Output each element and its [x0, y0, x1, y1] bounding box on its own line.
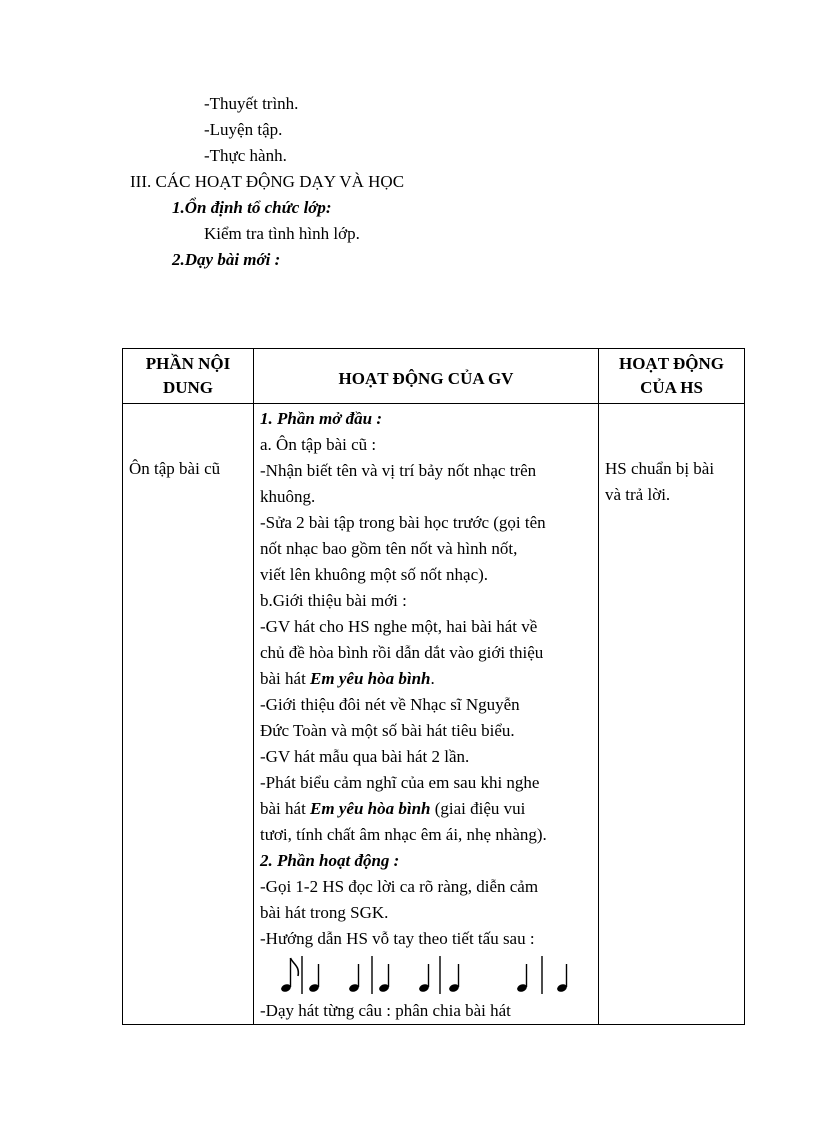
sub2-title: 2.Dạy bài mới :: [172, 250, 281, 269]
quarter-note-icon: [418, 964, 430, 993]
header-content-line2: DUNG: [162, 378, 214, 397]
gv-line: -GV hát cho HS nghe một, hai bài hát về: [260, 617, 538, 636]
gv-line: -GV hát mẫu qua bài hát 2 lần.: [260, 747, 470, 766]
gv-line: 1. Phần mở đầu :: [260, 409, 383, 428]
gv-line: khuông.: [260, 487, 316, 506]
gv-line: chủ đề hòa bình rồi dẫn dắt vào giới thiệu: [260, 643, 544, 662]
gv-line: Đức Toàn và một số bài hát tiêu biểu.: [260, 721, 515, 740]
gv-line: bài hát trong SGK.: [260, 903, 389, 922]
header-hs-line2: CỦA HS: [640, 378, 703, 397]
header-gv-text: HOẠT ĐỘNG CỦA GV: [338, 369, 514, 388]
gv-line: -Hướng dẫn HS vỗ tay theo tiết tấu sau :: [260, 929, 535, 948]
rhythm-notation: [260, 952, 592, 998]
gv-line: -Nhận biết tên và vị trí bảy nốt nhạc trên: [260, 461, 537, 480]
gv-text: bài hát: [260, 669, 311, 688]
gv-cell: [254, 404, 599, 1025]
gv-line: -Gọi 1-2 HS đọc lời ca rõ ràng, diễn cảm: [260, 877, 539, 896]
gv-line: -Giới thiệu đôi nét về Nhạc sĩ Nguyễn: [260, 695, 520, 714]
sub1-title: 1.Ổn định tổ chức lớp:: [172, 198, 332, 217]
header-hs-line1: HOẠT ĐỘNG: [618, 354, 724, 373]
hs-line: HS chuẩn bị bài: [605, 459, 715, 478]
gv-line: [260, 666, 592, 692]
eighth-note-icon: [280, 958, 298, 993]
gv-line: b.Giới thiệu bài mới :: [260, 591, 407, 610]
sub1-text: Kiểm tra tình hình lớp.: [204, 224, 360, 243]
gv-text: .: [430, 669, 435, 688]
quarter-note-icon: [308, 964, 320, 993]
quarter-note-icon: [348, 964, 360, 993]
content-text: Ôn tập bài cũ: [129, 459, 221, 478]
header-hs: [599, 349, 745, 404]
gv-line: 2. Phần hoạt động :: [260, 851, 400, 870]
rhythm-svg: [260, 952, 590, 998]
method-practice: -Luyện tập.: [204, 120, 283, 139]
gv-line: [260, 796, 592, 822]
gv-line: -Dạy hát từng câu : phân chia bài hát: [260, 1001, 511, 1020]
gv-line: nốt nhạc bao gồm tên nốt và hình nốt,: [260, 539, 518, 558]
gv-text: bài hát: [260, 799, 311, 818]
lesson-table: [122, 348, 745, 1025]
gv-line: -Sửa 2 bài tập trong bài học trước (gọi tên: [260, 513, 546, 532]
gv-line: tươi, tính chất âm nhạc êm ái, nhẹ nhàng).: [260, 825, 547, 844]
quarter-note-icon: [448, 964, 460, 993]
header-gv: [254, 349, 599, 404]
method-lecture: -Thuyết trình.: [204, 94, 299, 113]
quarter-note-icon: [556, 964, 568, 993]
gv-text: (giai điệu vui: [430, 799, 526, 818]
gv-line: -Phát biểu cảm nghĩ của em sau khi nghe: [260, 773, 540, 792]
gv-line: viết lên khuông một số nốt nhạc).: [260, 565, 489, 584]
quarter-note-icon: [378, 964, 390, 993]
table-row: [123, 404, 745, 1025]
gv-line: a. Ôn tập bài cũ :: [260, 435, 377, 454]
table-header-row: [123, 349, 745, 404]
header-content: [123, 349, 254, 404]
content-cell: [123, 404, 254, 1025]
song-title: Em yêu hòa bình: [310, 669, 431, 688]
song-title: Em yêu hòa bình: [310, 799, 431, 818]
header-content-line1: PHẦN NỘI: [145, 354, 231, 373]
hs-line: và trả lời.: [605, 485, 671, 504]
quarter-note-icon: [516, 964, 528, 993]
section-heading: III. CÁC HOẠT ĐỘNG DẠY VÀ HỌC: [130, 172, 405, 191]
hs-cell: [599, 404, 745, 1025]
method-hands-on: -Thực hành.: [204, 146, 287, 165]
